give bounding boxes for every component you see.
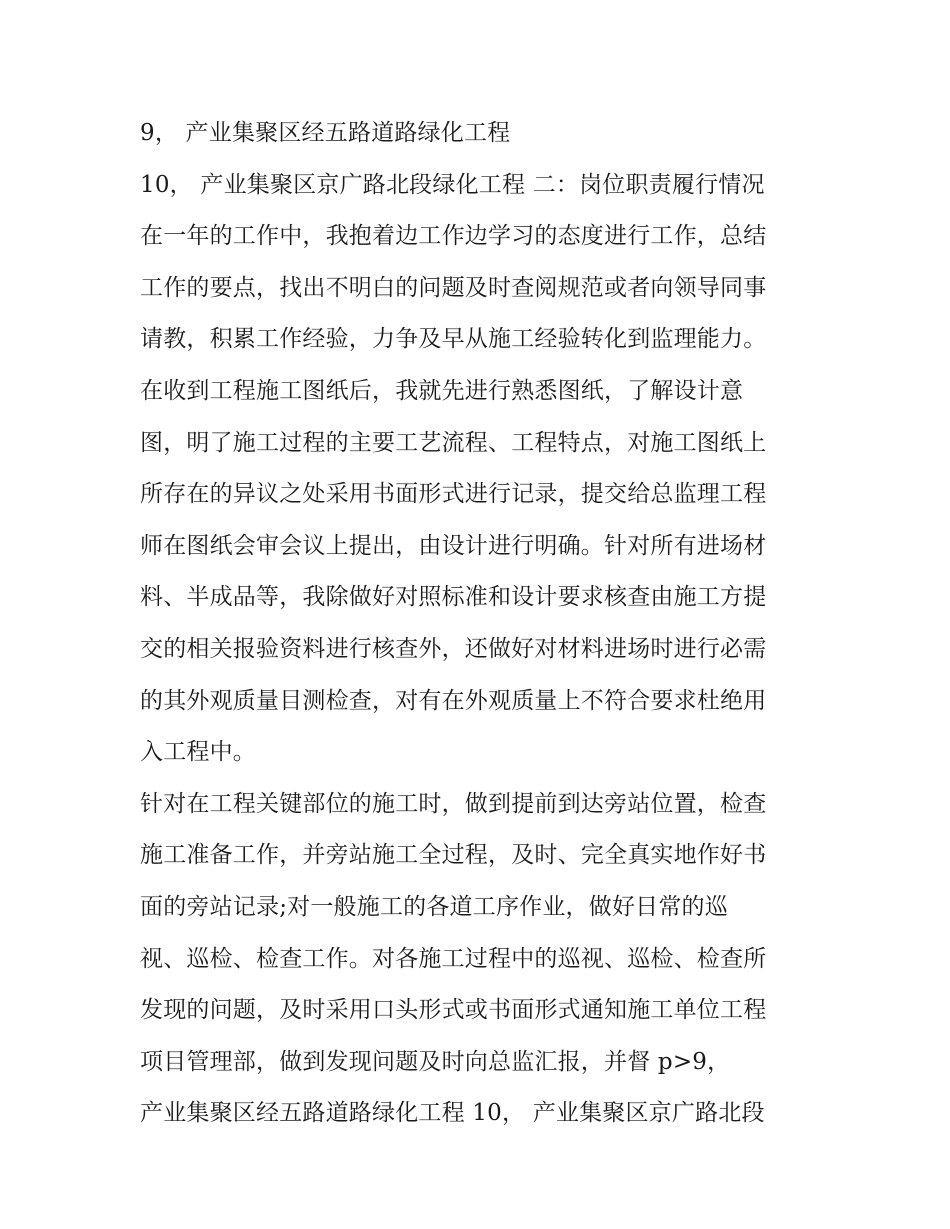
text-line: 工作的要点，找出不明白的问题及时查阅规范或者向领导同事 — [140, 274, 767, 301]
text-line: 在一年的工作中，我抱着边工作边学习的态度进行工作，总结 — [140, 223, 767, 250]
text-line: 面的旁站记录;对一般施工的各道工序作业，做好日常的巡 — [140, 893, 728, 920]
text-line: 视、巡检、检查工作。对各施工过程中的巡视、巡检、检查所 — [140, 945, 767, 972]
text-line: 请教，积累工作经验，力争及早从施工经验转化到监理能力。 — [140, 326, 767, 353]
text-line: 产业集聚区经五路道路绿化工程 10， 产业集聚区京广路北段 — [140, 1100, 765, 1127]
text-line: 图，明了施工过程的主要工艺流程、工程特点，对施工图纸上 — [140, 429, 767, 456]
text-line: 项目管理部，做到发现问题及时向总监汇报，并督 p>9， — [140, 1048, 731, 1075]
text-line: 师在图纸会审会议上提出，由设计进行明确。针对所有进场材 — [140, 532, 767, 559]
document-body — [140, 108, 820, 1140]
text-line: 9， 产业集聚区经五路道路绿化工程 — [140, 120, 511, 146]
text-line: 交的相关报验资料进行核查外，还做好对材料进场时进行必需 — [140, 635, 767, 662]
text-line: 施工准备工作，并旁站施工全过程，及时、完全真实地作好书 — [140, 842, 767, 869]
text-line: 所存在的异议之处采用书面形式进行记录，提交给总监理工程 — [140, 481, 767, 508]
text-line: 针对在工程关键部位的施工时，做到提前到达旁站位置，检查 — [140, 790, 767, 817]
text-line: 入工程中。 — [140, 739, 256, 766]
text-line: 10， 产业集聚区京广路北段绿化工程 二：岗位职责履行情况 — [140, 171, 765, 198]
text-line: 料、半成品等，我除做好对照标准和设计要求核查由施工方提 — [140, 584, 767, 611]
text-line: 在收到工程施工图纸后，我就先进行熟悉图纸，了解设计意 — [140, 377, 744, 404]
text-line: 的其外观质量目测检查，对有在外观质量上不符合要求杜绝用 — [140, 687, 767, 714]
text-line: 发现的问题，及时采用口头形式或书面形式通知施工单位工程 — [140, 997, 767, 1024]
